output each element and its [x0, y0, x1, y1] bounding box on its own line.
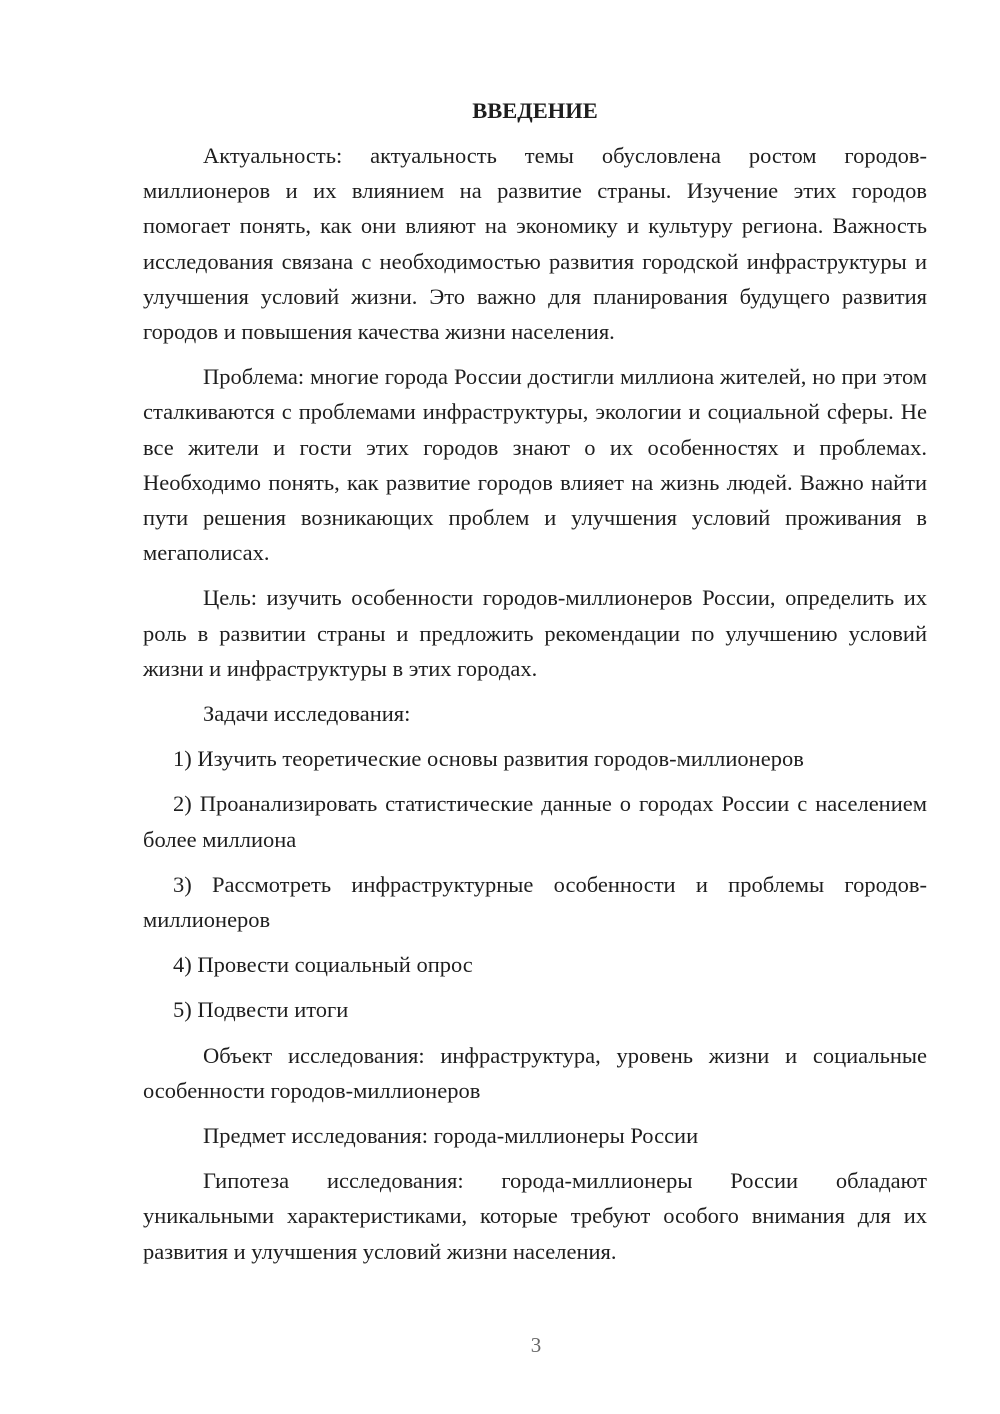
task-item-2: 2) Проанализировать статистические данные о городах России с населением более миллиона [143, 791, 927, 852]
goal-paragraph: Цель: изучить особенности городов-миллионеров России, определить их роль в развитии страны и предложить рекомендации по улучшению условий жизни и инфраструктуры в этих городах. [143, 585, 927, 681]
task-item-3: 3) Рассмотреть инфраструктурные особенности и проблемы городов-миллионеров [143, 871, 927, 933]
problem-paragraph: Проблема: многие города России достигли миллиона жителей, но при этом сталкиваются с проблемами инфраструктуры, экологии и социальной сферы. Не все жители и гости этих городов знают о их особенностях и проблемах. Необходимо понять, как развитие городов влияет на жизнь людей. Важно найти пути решения возникающих проблем и улучшения условий проживания в мегаполисах. [143, 364, 927, 566]
document-body [143, 96, 927, 1269]
page-title: ВВЕДЕНИЕ [472, 98, 598, 123]
task-item-4: 4) Провести социальный опрос [173, 952, 473, 978]
tasks-heading: Задачи исследования: [203, 701, 411, 727]
hypothesis-paragraph: Гипотеза исследования: города-миллионеры России обладают уникальными характеристиками, которые требуют особого внимания для их развития и улучшения условий жизни населения. [143, 1168, 927, 1264]
subject-paragraph: Предмет исследования: города-миллионеры России [203, 1123, 699, 1149]
page-number: 3 [530, 1333, 542, 1357]
task-item-5: 5) Подвести итоги [173, 997, 349, 1023]
relevance-paragraph: Актуальность: актуальность темы обусловлена ростом городов-миллионеров и их влиянием на развитие страны. Изучение этих городов помогает понять, как они влияют на экономику и культуру региона. Важность исследования связана с необходимостью развития городской инфраструктуры и улучшения условий жизни. Это важно для планирования будущего развития городов и повышения качества жизни населения. [143, 143, 927, 345]
object-paragraph: Объект исследования: инфраструктура, уровень жизни и социальные особенности городов-миллионеров [143, 1042, 927, 1103]
task-item-1: 1) Изучить теоретические основы развития городов-миллионеров [173, 746, 804, 772]
